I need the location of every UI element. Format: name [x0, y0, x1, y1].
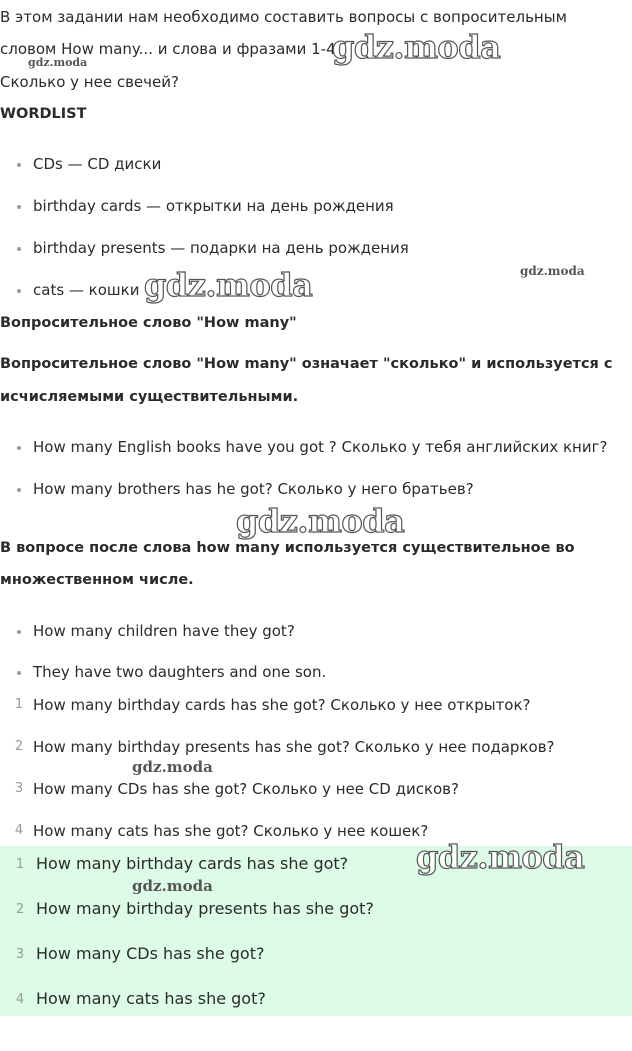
rule-text-line-1: Вопросительное слово "How many" означает "сколько" и используется с: [0, 356, 613, 372]
watermark-logo: gdz.moda: [236, 502, 405, 540]
bullet-icon: [17, 163, 21, 167]
bullet-icon: [17, 289, 21, 293]
bullet-icon: [17, 488, 21, 492]
rule-note-line-2: множественном числе.: [0, 572, 194, 588]
watermark-logo-small: gdz.moda: [28, 56, 88, 69]
wordlist-heading: WORDLIST: [0, 106, 87, 122]
bullet-icon: [17, 205, 21, 209]
bullet-icon: [17, 671, 21, 675]
watermark-logo: gdz.moda: [332, 28, 501, 66]
bullet-icon: [17, 247, 21, 251]
watermark-logo: gdz.moda: [144, 266, 313, 304]
watermark-logo-small: gdz.moda: [132, 758, 213, 776]
watermark-logo: gdz.moda: [416, 838, 585, 876]
intro-line-1: В этом задании нам необходимо составить вопросы с вопросительным: [0, 8, 567, 26]
watermark-logo-small: gdz.moda: [520, 264, 585, 278]
rule-heading: Вопросительное слово "How many": [0, 315, 297, 331]
answer-box: 1 How many birthday cards has she got? 2 How many birthday presents has she got? 3 How many CDs has she got? 4 How many cats has she got?: [0, 846, 632, 1016]
rule-text-line-2: исчисляемыми существительными.: [0, 389, 299, 405]
bullet-icon: [17, 446, 21, 450]
rule-note-line-1: В вопросе после слова how many используется существительное во: [0, 540, 575, 556]
watermark-logo-small: gdz.moda: [132, 877, 213, 895]
intro-line-3: Сколько у нее свечей?: [0, 73, 179, 91]
intro-line-2: словом How many... и слова и фразами 1-4.: [0, 40, 341, 58]
bullet-icon: [17, 630, 21, 634]
